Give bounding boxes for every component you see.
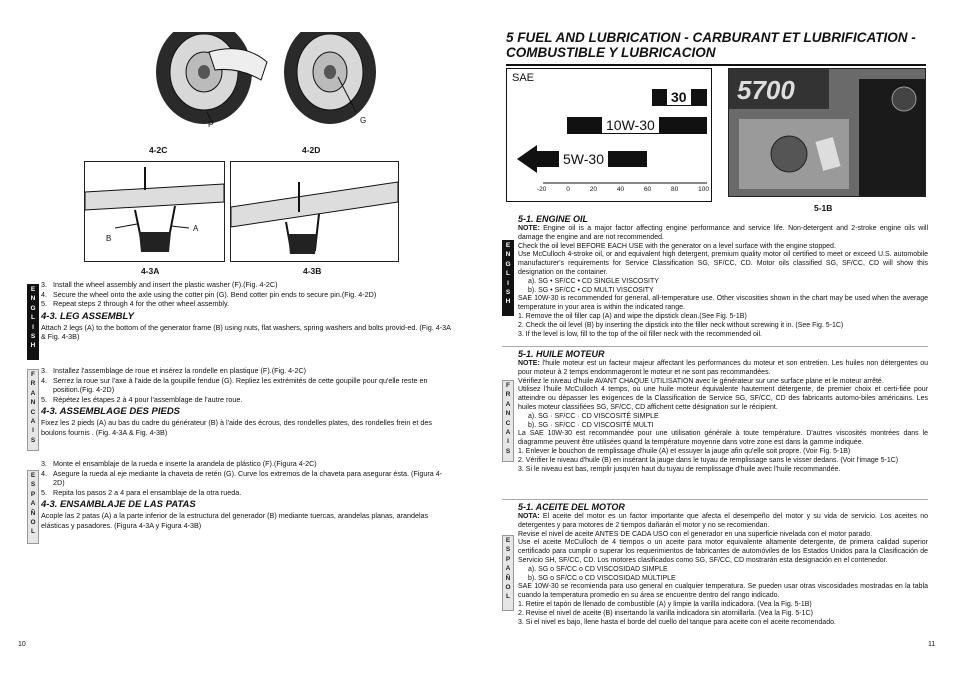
paragraph: Use el aceite McCulloch de 4 tiempos o un aceite para motor equivalente altamente detergente, de primera calidad superior certificado para cumplir o superar los requerimientos de fabricantes de automóviles de los Estados Unidos para la Clasificación de Servicio SH, SF/CC, CD. Los motores clasificados como SG, SF/CC, CD mostrarán esta designación en el contenedor.: [518, 539, 928, 564]
caption-4-3b: 4-3B: [303, 266, 322, 276]
page-number-right: 11: [928, 641, 936, 648]
note: NOTE: Engine oil is a major factor affecting engine performance and service life. Non-detergent and 2-stroke engine oils will damage the engine and are not recommended.: [518, 225, 928, 241]
figure-4-2c: [149, 32, 280, 140]
section-body: Acople las 2 patas (A) a la parte inferior de la estructura del generador (B) mediante tuercas, arandelas planas, arandelas elásticas y pasadores. (Figura 4-3A y Figura 4-3B): [41, 511, 429, 530]
section-heading: 4-3. ENSAMBLAJE DE LAS PATAS: [41, 499, 196, 511]
section-heading: 4-3. ASSEMBLAGE DES PIEDS: [41, 406, 181, 418]
paragraph: Use McCulloch 4-stroke oil, or and equivalent high detergent, premium quality motor oil certified to meet or exceed U.S. automobile manufacturer's requirements for Service Classification SG, SF/CC, CD. Motor oils classified SG, SF/CC, CD will show this designation on the container.: [518, 251, 928, 276]
step: 4. Serrez la roue sur l'axe à l'aide de la goupille fendue (G). Repliez les extrémités de cette goupille pour qu'elle reste en position.(Fig. 4-2D): [41, 375, 428, 395]
svg-text:5700: 5700: [737, 75, 795, 105]
step: 1. Retire el tapón de llenado de combustible (A) y limpie la varilla indicadora. (Vea la Fig. 5-1B): [518, 600, 812, 608]
language-tab-francais: F R A N C A I S: [27, 369, 39, 451]
sub-item: b). SG · SF/CC · CD VISCOSITÉ MULTI: [528, 421, 654, 429]
step: 4. Secure the wheel onto the axle using the cotter pin (G). Bend cotter pin ends to secure pin.(Fig. 4-2D): [41, 289, 377, 299]
sub-item: a). SG o SF/CC o CD VISCOSIDAD SIMPLE: [528, 565, 668, 573]
language-tab-francais: F R A N C A I S: [502, 380, 514, 462]
grade-5w30-label: 5W-30: [559, 151, 608, 167]
section-body: Attach 2 legs (A) to the bottom of the generator frame (B) using nuts, flat washers, spring washers and bolts provid-ed. (Fig. 4-3A & Fig. 4-3B): [41, 322, 451, 342]
step: 3. Si le niveau est bas, remplir jusqu'en haut du tuyau de remplissage d'huile avec l'huile recommandée.: [518, 465, 841, 473]
language-tab-espanol: E S P A Ñ O L: [502, 535, 514, 611]
generator-photo: [729, 69, 925, 196]
step: 3. Install the wheel assembly and insert the plastic washer (F).(Fig. 4-2C): [41, 280, 278, 289]
step: 4. Asegure la rueda al eje mediante la chaveta de retén (G). Curve los extremos de la chaveta para asegurar ésta. (Figura 4-2D): [41, 468, 443, 488]
step: 3. Monte el ensamblaje de la rueda e inserte la arandela de plástico (F).(Figura 4-2C): [41, 459, 317, 468]
step: 2. Revise el nivel de aceite (B) insertando la varilla indicadora sin atornillarla. (Vea la Fig. 5-1C): [518, 609, 813, 617]
language-tab-english: E N G L I S H: [502, 240, 514, 316]
paragraph: Vérifiez le niveau d'huile AVANT CHAQUE UTILISATION avec le générateur sur une surface plane et le moteur arrêté.: [518, 377, 884, 385]
chart-title: SAE: [512, 72, 535, 84]
sub-item: a). SG • SF/CC • CD SINGLE VISCOSITY: [528, 277, 659, 285]
step: 3. If the level is low, fill to the top of the oil filler neck with the recommended oil.: [518, 330, 762, 338]
divider: [502, 499, 928, 500]
figure-4-2d: [278, 32, 398, 140]
figure-4-3b: [230, 161, 399, 262]
note: NOTA: El aceite del motor es un factor importante que afecta el desempeño del motor y su vida de servicio. Los aceites no detergentes y para motores de 2 tiempos dañarán el motor y no se recomiendan.: [518, 513, 928, 529]
section-english-assembly: [41, 280, 453, 342]
caption-5-1b: 5-1B: [814, 203, 833, 213]
step: 1. Enlever le bouchon de remplissage d'huile (A) et essuyer la jauge afin qu'elle soit propre. (Voir Fig. 5-1B): [518, 447, 851, 455]
language-tab-english: E N G L I S H: [27, 284, 39, 360]
paragraph: Revise el nivel de aceite ANTES DE CADA USO con el generador en una superficie nivelada con el motor parado.: [518, 530, 873, 538]
paragraph: SAE 10W-30 se recomienda para uso general en cualquier temperatura. Se pueden usar otras viscosidades mostradas en la tabla cuando la temperatura promedio en su área se encuentre dentro del rango indicado.: [518, 583, 928, 600]
divider: [502, 346, 928, 347]
sub-item: b). SG o SF/CC o CD VISCOSIDAD MÚLTIPLE: [528, 574, 676, 582]
language-tab-espanol: E S P A Ñ O L: [27, 470, 39, 544]
note: NOTE: l'huile moteur est un facteur majeur affectant les performances du moteur et son entretien. Les huiles non détergentes ou pour moteur à 2 temps endommageront le moteur et ne sont pas recommandées.: [518, 360, 928, 376]
paragraph: SAE 10W-30 is recommended for general, all-temperature use. Other viscosities shown in the chart may be used when the average temperature in your area is within the indicated range.: [518, 295, 928, 312]
label-b: B: [106, 234, 112, 243]
caption-4-2c: 4-2C: [149, 145, 168, 155]
section-engine-oil-francais: [518, 349, 928, 474]
section-espanol-assembly: [41, 459, 453, 531]
step: 5. Répétez les étapes 2 à 4 pour l'assemblage de l'autre roue.: [41, 394, 243, 404]
paragraph: La SAE 10W-30 est recommandée pour une utilisation générale à toute température. D'autres viscosités montrées dans le diagramme peuvent être utilisées quand la température moyenne dans votre zone est dans la gamme indiquée.: [518, 430, 928, 447]
section-heading: 5-1. ENGINE OIL: [518, 214, 589, 224]
wheel-illustration: [278, 32, 398, 140]
section-heading: 5-1. HUILE MOTEUR: [518, 349, 605, 359]
step: 3. Si el nivel es bajo, llene hasta el borde del cuello del tanque para aceite con el aceite recomendado.: [518, 618, 836, 626]
page-title: 5 FUEL AND LUBRICATION - CARBURANT ET LUBRIFICATION - COMBUSTIBLE Y LUBRICACION: [506, 30, 916, 60]
section-heading: 4-3. LEG ASSEMBLY: [41, 310, 134, 322]
step: 5. Repeat steps 2 through 4 for the other wheel assembly.: [41, 299, 230, 309]
label-g: G: [360, 116, 367, 125]
caption-4-2d: 4-2D: [302, 145, 321, 155]
section-body: Fixez les 2 pieds (A) au bas du cadre du générateur (B) à l'aide des écrous, des rondelles plates, des rondelles frein et des boulons fournis . (Fig. 4-3A & Fig. 4-3B): [41, 418, 432, 437]
step: 1. Remove the oil filler cap (A) and wipe the dipstick clean.(See Fig. 5-1B): [518, 312, 747, 320]
sae-viscosity-chart: [506, 68, 712, 202]
leg-illustration: [231, 162, 398, 261]
title-rule: [506, 64, 926, 66]
label-f: F: [208, 120, 213, 129]
sub-item: b). SG • SF/CC • CD MULTI VISCOSITY: [528, 286, 654, 294]
step: 5. Repita los pasos 2 a 4 para el ensamblaje de la otra rueda.: [41, 487, 242, 497]
section-engine-oil-espanol: [518, 502, 928, 627]
section-engine-oil-english: [518, 214, 928, 339]
section-francais-assembly: [41, 366, 453, 438]
wheel-illustration: [149, 32, 280, 140]
paragraph: Check the oil level BEFORE EACH USE with the generator on a level surface with the engine stopped.: [518, 242, 836, 250]
step: 2. Vérifier le niveau d'huile (B) en insérant la jauge dans le tuyau de remplissage sans le visser dedans. (Voir l'image 5-1C): [518, 456, 899, 464]
paragraph: Utilisez l'huile McCulloch 4 temps, ou une huile moteur équivalente hautement détergente, de premier choix et certi-fiée pour atteindre ou dépasser les exigences de la Classification de Service SG, SF/CC, CD des fabricants automo-biles américains. Les huiles moteur classifiées SG, SF/CC, CD affichent cette désignation sur le récipient.: [518, 386, 928, 411]
step: 2. Check the oil level (B) by inserting the dipstick into the filler neck without screwing it in. (See Fig. 5-1C): [518, 321, 844, 329]
figure-4-3a: [84, 161, 225, 262]
sub-item: a). SG · SF/CC · CD VISCOSITÉ SIMPLE: [528, 412, 659, 420]
page-number-left: 10: [18, 641, 26, 648]
figure-5-1b: [728, 68, 926, 197]
grade-30-label: 30: [667, 89, 691, 105]
section-heading: 5-1. ACEITE DEL MOTOR: [518, 502, 625, 512]
grade-10w30-label: 10W-30: [602, 117, 659, 133]
caption-4-3a: 4-3A: [141, 266, 160, 276]
step: 3. Installez l'assemblage de roue et insérez la rondelle en plastique (F).(Fig. 4-2C): [41, 366, 307, 375]
tick-labels: -20 0 20 40 60 80 100: [537, 186, 709, 193]
leg-illustration: [85, 162, 224, 261]
label-a: A: [193, 224, 199, 233]
